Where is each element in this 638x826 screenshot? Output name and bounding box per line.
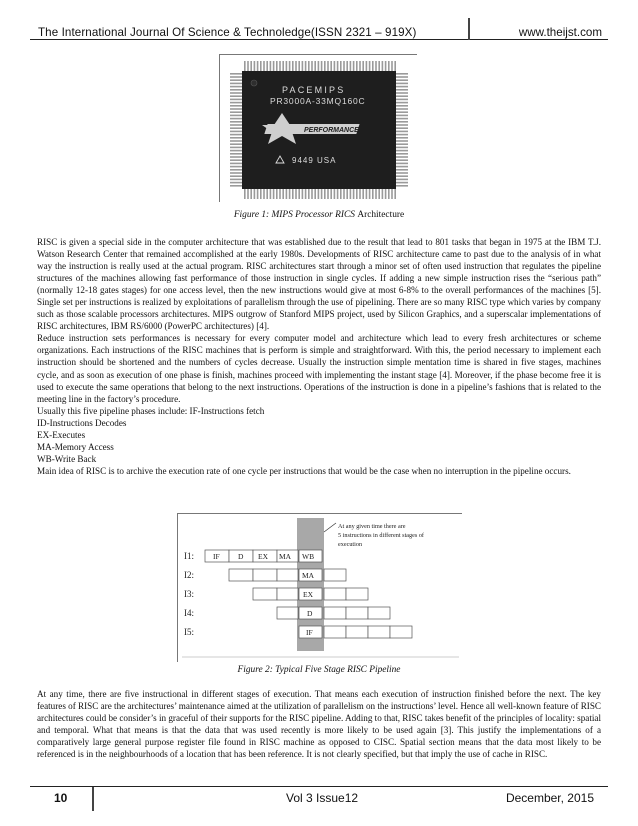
stage-label: IF (306, 628, 313, 637)
chip-pin (396, 99, 408, 101)
chip-pin (343, 189, 345, 199)
chip-pin (340, 189, 342, 199)
stage-cell (253, 588, 277, 600)
chip-pin (346, 189, 348, 199)
chip-pin (396, 131, 408, 133)
chip-pin (396, 121, 408, 123)
chip-pin (244, 189, 246, 199)
chip-pin (318, 61, 320, 71)
chip-pin (396, 140, 408, 142)
chip-pin (230, 111, 242, 113)
chip-pin (292, 189, 294, 199)
chip-pin (372, 189, 374, 199)
chip-pin (359, 189, 361, 199)
chip-pin (350, 61, 352, 71)
stage-label: EX (258, 552, 268, 561)
annotation-line: 5 instructions in different stages of (338, 532, 424, 539)
chip-pin (353, 61, 355, 71)
row-label: I5: (184, 627, 194, 637)
stage-cell (253, 569, 277, 581)
phase-item: MA-Memory Access (37, 441, 114, 452)
page-footer (30, 786, 608, 810)
chip-pin (263, 189, 265, 199)
chip-pin (311, 189, 313, 199)
chip-code: 9449 USA (292, 156, 337, 165)
stage-label: D (238, 552, 244, 561)
stage-label: IF (213, 552, 220, 561)
chip-pin (362, 189, 364, 199)
stage-cell (346, 588, 368, 600)
chip-pin (230, 76, 242, 78)
stage-cell (324, 626, 346, 638)
chip-pin (334, 189, 336, 199)
chip-pin (266, 189, 268, 199)
chip-pin (279, 189, 281, 199)
paragraph-risc-performance: Reduce instruction sets performances is necessary for every computer model and architecture which lead to every fresh architectures or scheme organizations. Each instructions of the RISC machines that is perform is simple and straightforward. With this, the period necessary to implement each instruction should be shortened and the numbers of cycles decrease. Usually the instruction simple mentation time is shared in five stages, machines cycle, and as soon as execution of one phase is finish, machines proceed with implementing the instant stage [4]. Moreover, if the phase become free it is used to execute the same operations that belong to the next instructions. Operations of the instruction is done in a pipeline’s fashions that is related to the meeting line in the factory’s procedure. (37, 333, 601, 404)
stage-cell (324, 588, 346, 600)
stage-cell (390, 626, 412, 638)
figure-1-caption (0, 210, 638, 220)
figure-1-caption-italic: Figure 1: MIPS Processor RICS (233, 210, 355, 220)
stage-label: WB (302, 552, 315, 561)
figure-1 (219, 54, 417, 202)
chip-pin (230, 118, 242, 120)
journal-website: www.theijst.com (518, 26, 602, 39)
stage-cell (229, 569, 253, 581)
chip-pin (230, 143, 242, 145)
chip-pin (270, 61, 272, 71)
chip-pin (257, 61, 259, 71)
chip-pin (343, 61, 345, 71)
chip-pin (396, 86, 408, 88)
chip-pin (396, 115, 408, 117)
chip-pin (396, 79, 408, 81)
figure-2-caption: Figure 2: Typical Five Stage RISC Pipeline (237, 665, 401, 675)
chip-pin (324, 61, 326, 71)
chip-pin (230, 92, 242, 94)
chip-pin (230, 121, 242, 123)
chip-pin (314, 61, 316, 71)
chip-pin (254, 189, 256, 199)
phase-item: ID-Instructions Decodes (37, 417, 127, 428)
stage-label: D (307, 609, 313, 618)
phases-intro: Usually this five pipeline phases include: IF-Instructions fetch (37, 405, 265, 416)
chip-pin (337, 189, 339, 199)
chip-pin (356, 189, 358, 199)
chip-pin (378, 189, 380, 199)
footer-divider (92, 787, 94, 811)
chip-pin (311, 61, 313, 71)
chip-pin (230, 79, 242, 81)
chip-pin (308, 61, 310, 71)
chip-pin (230, 172, 242, 174)
chip-pin (396, 108, 408, 110)
page-number: 10 (54, 791, 68, 805)
chip-pin (276, 189, 278, 199)
pipeline-diagram (178, 514, 463, 663)
chip-pin (276, 61, 278, 71)
chip-pin (260, 189, 262, 199)
chip-pin (250, 189, 252, 199)
chip-pin (330, 189, 332, 199)
chip-pin (396, 102, 408, 104)
chip-pin (330, 61, 332, 71)
chip-pin (282, 189, 284, 199)
chip-pin (388, 189, 390, 199)
chip-pin (375, 189, 377, 199)
chip-pin (266, 61, 268, 71)
chip-pin (230, 86, 242, 88)
chip-pin (346, 61, 348, 71)
chip-pin (396, 153, 408, 155)
chip-pin (396, 83, 408, 85)
chip-pin (369, 61, 371, 71)
volume-issue: Vol 3 Issue12 (286, 791, 359, 805)
chip-pin (396, 95, 408, 97)
chip-pin (230, 95, 242, 97)
chip-pin (305, 189, 307, 199)
chip-pin (230, 185, 242, 187)
chip-pin (394, 61, 396, 71)
chip-pin (289, 189, 291, 199)
chip-pin (302, 189, 304, 199)
chip-pin (396, 73, 408, 75)
closing-section (37, 688, 601, 760)
chip-pin (350, 189, 352, 199)
chip-pin (382, 61, 384, 71)
stage-cell (368, 626, 390, 638)
chip-pin (286, 189, 288, 199)
row-label: I1: (184, 551, 194, 561)
chip-brand: PERFORMANCE (304, 127, 359, 134)
chip-pin (230, 163, 242, 165)
chip-pin (230, 89, 242, 91)
chip-pin (396, 175, 408, 177)
journal-title: The International Journal Of Science & Technoledge(ISSN 2321 – 919X) (38, 26, 417, 39)
chip-pin (244, 61, 246, 71)
chip-pin (396, 134, 408, 136)
chip-pin (369, 189, 371, 199)
stage-label: EX (303, 590, 313, 599)
chip-pin (263, 61, 265, 71)
chip-pin (396, 76, 408, 78)
chip-pin1-marker (251, 80, 257, 86)
chip-text-line2: PR3000A-33MQ160C (270, 96, 366, 106)
annotation-line: At any given time there are (338, 523, 406, 530)
chip-pin (382, 189, 384, 199)
header-divider (468, 18, 470, 40)
chip-pin (230, 175, 242, 177)
chip-pin (254, 61, 256, 71)
chip-pin (282, 61, 284, 71)
chip-pin (396, 159, 408, 161)
phase-item: EX-Executes (37, 429, 86, 440)
chip-pin (396, 166, 408, 168)
stage-label: MA (302, 571, 315, 580)
chip-pin (230, 115, 242, 117)
chip-pin (230, 102, 242, 104)
chip-pin (396, 179, 408, 181)
chip-pin (298, 61, 300, 71)
stage-cell (277, 569, 298, 581)
chip-pin (359, 61, 361, 71)
chip-pin (396, 118, 408, 120)
chip-pin (396, 172, 408, 174)
chip-pin (230, 83, 242, 85)
stage-cell (324, 569, 346, 581)
chip-text-line1: PACEMIPS (282, 85, 346, 95)
chip-pin (340, 61, 342, 71)
chip-pin (388, 61, 390, 71)
chip-pin (396, 111, 408, 113)
chip-pin (327, 61, 329, 71)
chip-pin (396, 143, 408, 145)
stage-cell (324, 607, 346, 619)
stage-cell (277, 607, 298, 619)
chip-pin (356, 61, 358, 71)
chip-pin (385, 61, 387, 71)
chip-pin (230, 166, 242, 168)
chip-pin (230, 159, 242, 161)
chip-pin (230, 150, 242, 152)
chip-pin (318, 189, 320, 199)
chip-pin (230, 105, 242, 107)
chip-pin (230, 140, 242, 142)
chip-pin (375, 61, 377, 71)
chip-pin (396, 182, 408, 184)
mips-chip-image (220, 55, 418, 203)
chip-pin (385, 189, 387, 199)
chip-pin (396, 147, 408, 149)
chip-pin (230, 124, 242, 126)
chip-pin (273, 61, 275, 71)
chip-pin (334, 61, 336, 71)
chip-pin (230, 108, 242, 110)
chip-pin (396, 89, 408, 91)
chip-pin (372, 61, 374, 71)
chip-pin (289, 61, 291, 71)
chip-pin (230, 169, 242, 171)
chip-pin (230, 179, 242, 181)
stage-cell (368, 607, 390, 619)
chip-pin (353, 189, 355, 199)
publication-date: December, 2015 (505, 791, 594, 805)
figure-2 (177, 513, 462, 662)
chip-pin (302, 61, 304, 71)
stage-cell (346, 626, 368, 638)
chip-pin (298, 189, 300, 199)
chip-pin (230, 131, 242, 133)
chip-pin (230, 182, 242, 184)
chip-pin (391, 61, 393, 71)
annotation-line: execution (338, 541, 363, 548)
row-label: I2: (184, 570, 194, 580)
chip-pin (230, 127, 242, 129)
chip-pin (230, 99, 242, 101)
chip-pin (321, 61, 323, 71)
chip-pin (279, 61, 281, 71)
chip-pin (286, 61, 288, 71)
chip-pin (396, 163, 408, 165)
chip-pin (321, 189, 323, 199)
paragraph-main-idea: Main idea of RISC is to archive the execution rate of one cycle per instructions that would be the case when no interruption in the pipeline occurs. (37, 465, 571, 476)
chip-pin (396, 92, 408, 94)
chip-pin (391, 189, 393, 199)
chip-pin (247, 61, 249, 71)
chip-pin (295, 61, 297, 71)
chip-pin (378, 61, 380, 71)
row-label: I3: (184, 589, 194, 599)
stage-label: MA (279, 552, 292, 561)
chip-pin (396, 127, 408, 129)
stage-cell (346, 607, 368, 619)
chip-pin (295, 189, 297, 199)
chip-pin (230, 73, 242, 75)
chip-pin (396, 150, 408, 152)
chip-pin (260, 61, 262, 71)
chip-pin (396, 185, 408, 187)
chip-pin (230, 147, 242, 149)
chip-pin (366, 61, 368, 71)
chip-pin (305, 61, 307, 71)
figure-1-caption-regular: Architecture (357, 210, 405, 220)
chip-pin (324, 189, 326, 199)
chip-pin (394, 189, 396, 199)
stage-cell (277, 588, 298, 600)
chip-pin (396, 169, 408, 171)
body-text-section (37, 236, 601, 477)
chip-pin (247, 189, 249, 199)
paragraph-risc-history: RISC is given a special side in the computer architecture that was established due to the result that lead to 801 tasks that began in 1975 at the IBM T.J. Watson Research Center that remained accomplished at the early 1980s. Developments of RISC architecture came to past due to the analysis of in what way the instruction is really used at the actual program. RISC architectures start through a minor set of often used instruction that regulates the pipeline structures of the machines allowing fast performance of those instruction in single cycles. If adding a new simple instruction rises the “serious path” (normally 12-18 gates stages) for one access level, then the new instructions would give at most 6-8% to the overall performances of the machines [5]. Single set per instructions is realized by exploitations of parallelism through the use of pipelining. There are so many RISC type which varies by company such as those scalable processors architectures. MIPS outgrow of Stanford MIPS project, used by Silicon Graphics, and a superscalar implementations of RISC architectures, IBM RS/6000 (PowerPC architectures) [4]. (37, 237, 601, 332)
chip-pin (230, 134, 242, 136)
chip-pin (250, 61, 252, 71)
chip-pin (327, 189, 329, 199)
paragraph-key-features: At any time, there are five instructional in different stages of execution. That means each execution of instruction finished before the next. The key features of RISC are the architectures’ maintenance aimed at the utilization of parallelism on the instructions’ level. Hence all well-known feature of RISC architectures could be consider’s in graceful of their supports for the RISC pipeline. Adding to that, RISC takes benefit of the principles of locality: spatial and temporal. What that means is that the data that was used recently is more likely to be used again [3]. This justify the implementations of a comparatively large general purpose register file found in RISC machine as opposed to CISC. Spatial section means that the data most likely to be referenced is in the neighbourhoods of a location that has been reference. It is not clearly specified, but that imply the use of cache in RISC. (37, 689, 601, 760)
chip-pin (230, 137, 242, 139)
page-header (30, 10, 608, 40)
chip-pin (230, 153, 242, 155)
row-label: I4: (184, 608, 194, 618)
chip-pin (396, 156, 408, 158)
chip-pin (292, 61, 294, 71)
chip-pin (257, 189, 259, 199)
chip-pin (396, 137, 408, 139)
chip-pin (366, 189, 368, 199)
chip-pin (396, 124, 408, 126)
phase-item: WB-Write Back (37, 453, 97, 464)
chip-pin (270, 189, 272, 199)
chip-pin (273, 189, 275, 199)
chip-pin (314, 189, 316, 199)
chip-pin (230, 156, 242, 158)
chip-pin (337, 61, 339, 71)
chip-pin (308, 189, 310, 199)
chip-pin (396, 105, 408, 107)
chip-pin (362, 61, 364, 71)
